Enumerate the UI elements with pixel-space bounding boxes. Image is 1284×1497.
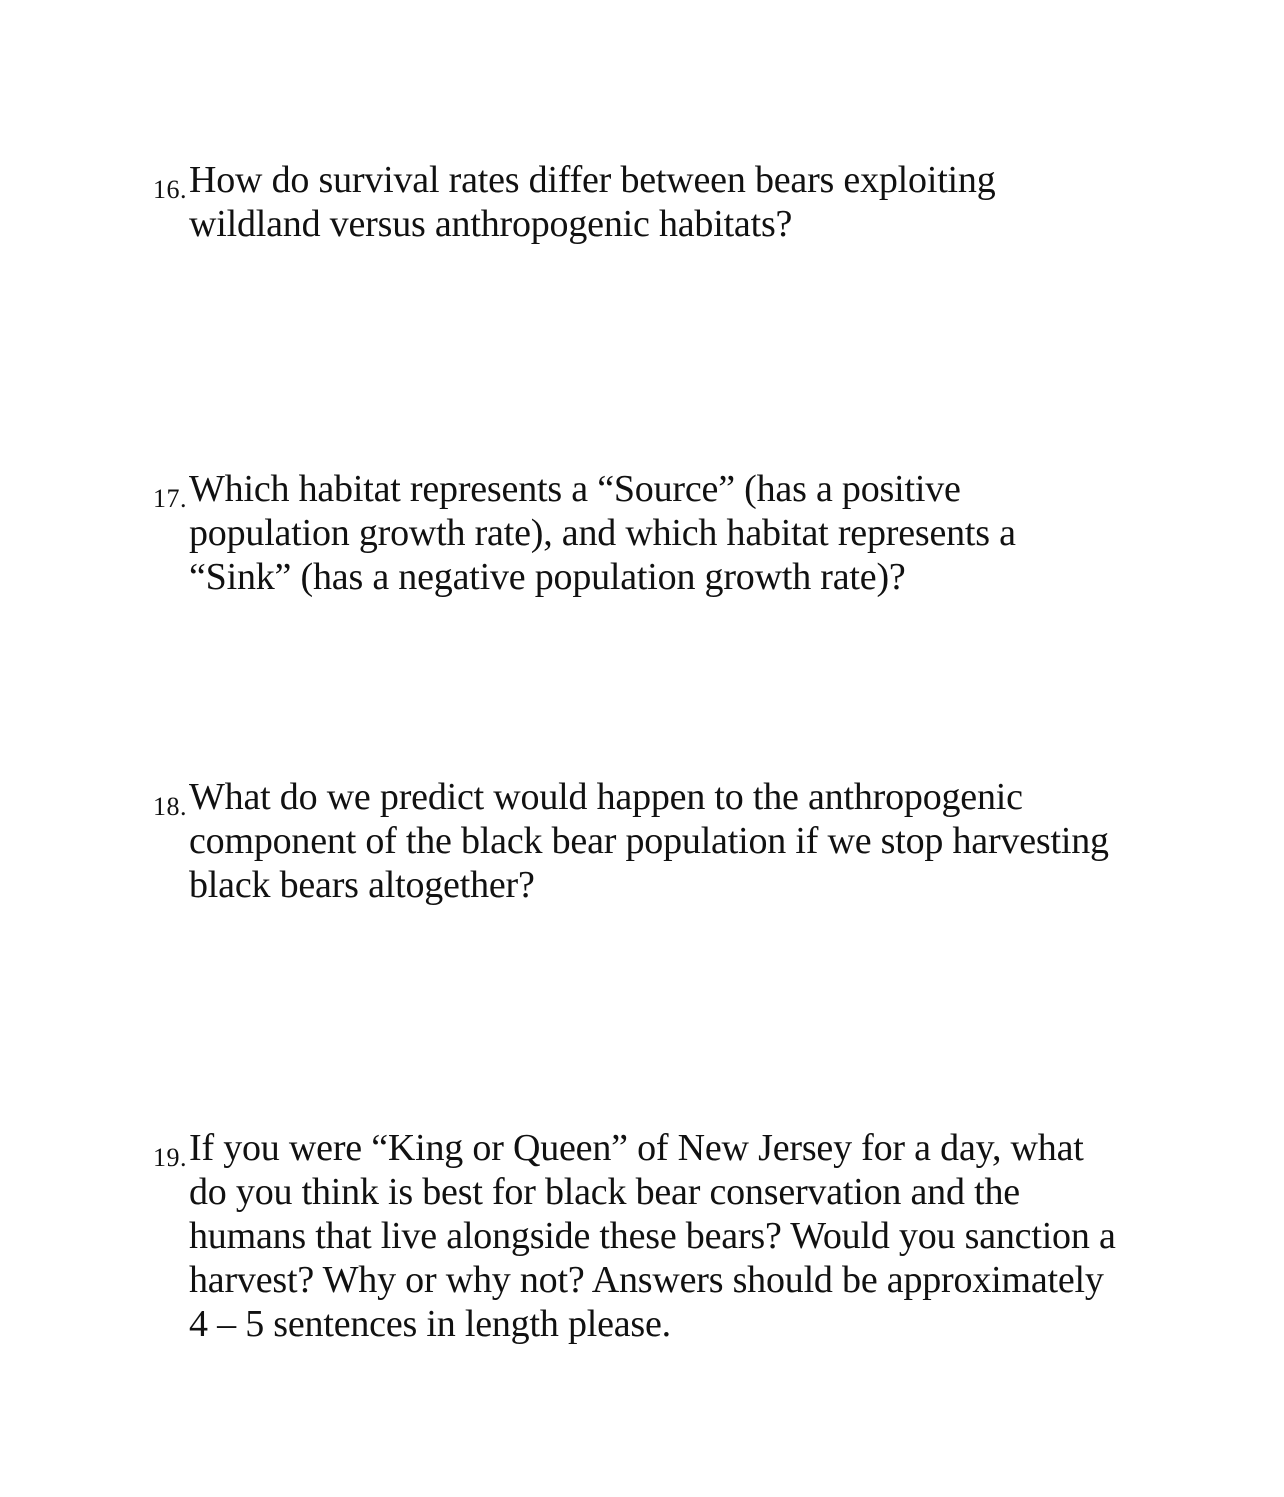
question-number: 18. — [153, 792, 187, 821]
question-number: 17. — [153, 484, 187, 513]
question-text — [189, 1126, 1163, 1346]
question-line: Which habitat represents a “Source” (has a positive — [189, 468, 961, 510]
question-line: What do we predict would happen to the anthropogenic — [189, 776, 1023, 818]
question-line: harvest? Why or why not? Answers should be approximately — [189, 1259, 1104, 1301]
question-line: If you were “King or Queen” of New Jersey for a day, what — [189, 1127, 1084, 1169]
question-line: population growth rate), and which habitat represents a — [189, 512, 1016, 554]
question-number: 19. — [153, 1143, 187, 1172]
question-17 — [153, 467, 1163, 599]
question-line: wildland versus anthropogenic habitats? — [189, 203, 793, 245]
question-number: 16. — [153, 175, 187, 204]
question-line: black bears altogether? — [189, 864, 535, 906]
question-text — [189, 158, 1163, 246]
question-line: do you think is best for black bear conservation and the — [189, 1171, 1020, 1213]
question-line: How do survival rates differ between bears exploiting — [189, 159, 996, 201]
question-16 — [153, 158, 1163, 246]
question-19 — [153, 1126, 1163, 1346]
question-line: humans that live alongside these bears? Would you sanction a — [189, 1215, 1116, 1257]
question-text — [189, 775, 1163, 907]
question-line: “Sink” (has a negative population growth rate)? — [189, 556, 906, 598]
question-line: 4 – 5 sentences in length please. — [189, 1303, 671, 1345]
question-text — [189, 467, 1163, 599]
question-18 — [153, 775, 1163, 907]
question-line: component of the black bear population if we stop harvesting — [189, 820, 1109, 862]
